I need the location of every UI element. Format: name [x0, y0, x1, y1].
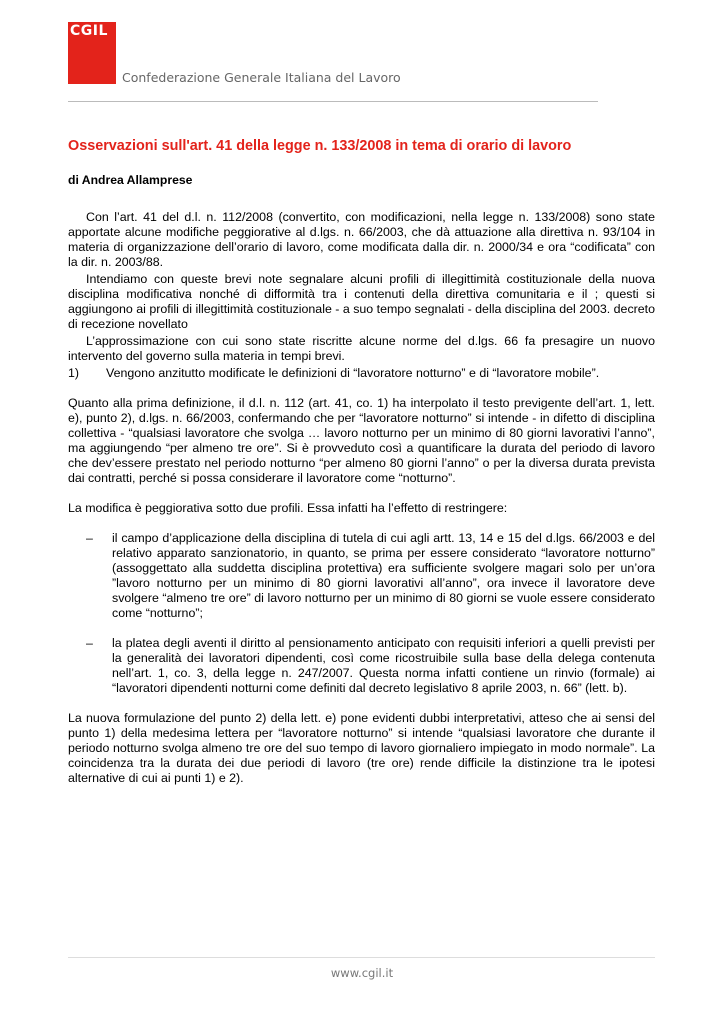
bullet-dash: – [86, 531, 93, 545]
paragraph-6: La nuova formulazione del punto 2) della lett. e) pone evidenti dubbi interpretativi, atteso che ai sensi del punto 1) della medesima lettera per “lavoratore notturno” si intende “qualsiasi lavoratore che durante il periodo notturno svolga almeno tre ore del suo tempo di lavoro giornaliero impiegato in modo normale”. La coincidenza tra la durata dei due periodi di lavoro (tre ore) rende difficile la distinzione tra le ipotesi alternative di cui ai punti 1) e 2). [68, 711, 655, 785]
item-text: Vengono anzitutto modificate le definizioni di “lavoratore notturno” e di “lavoratore mobile”. [106, 366, 600, 380]
cgil-logo [68, 22, 116, 84]
paragraph-1: Con l’art. 41 del d.l. n. 112/2008 (convertito, con modificazioni, nella legge n. 133/2008) sono state apportate alcune modifiche peggiorative al d.lgs. n. 66/2003, che dà attuazione alla direttiva n. 93/104 in materia di organizzazione dell’orario di lavoro, come modificata dalla dir. n. 2000/34 e ora “codificata” con la dir. n. 2003/88. [68, 210, 655, 269]
confederation-name: Confederazione Generale Italiana del Lavoro [122, 70, 401, 85]
document-body [68, 210, 655, 786]
bullet-dash: – [86, 636, 93, 650]
document-author: di Andrea Allamprese [68, 173, 193, 187]
bullet-text: la platea degli aventi il diritto al pensionamento anticipato con requisiti inferiori a quelli previsti per la generalità dei lavoratori dipendenti, così come ricostruibile sulla base della delega contenuta nell’art. 1, co. 3, della legge n. 247/2007. Questa norma infatti contiene un rinvio (formale) ai “lavoratori dipendenti notturni come definiti dal decreto legislativo 8 aprile 2003, n. 66” (lett. b). [112, 636, 655, 695]
logo-text: CGIL [70, 23, 108, 39]
bullet-item-2 [68, 636, 655, 696]
numbered-item-1 [68, 366, 655, 381]
document-title: Osservazioni sull'art. 41 della legge n. 133/2008 in tema di orario di lavoro [68, 138, 572, 154]
header-divider [68, 101, 598, 102]
paragraph-2: Intendiamo con queste brevi note segnalare alcuni profili di illegittimità costituzionale della nuova disciplina modificativa nonché di difformità tra i contenuti della direttiva comunitaria e il ; questi si aggiungono ai profili di illegittimità costituzionale - a suo tempo segnalati - della disciplina del 2003. decreto di recezione novellato [68, 272, 655, 331]
bullet-text: il campo d’applicazione della disciplina di tutela di cui agli artt. 13, 14 e 15 del d.lgs. 66/2003 e del relativo apparato sanzionatorio, in quanto, se prima per essere considerato “lavoratore notturno” (assoggettato alla suddetta disciplina protettiva) era sufficiente svolgere magari solo per un’ora ”lavoro notturno per un minimo di 80 giorni lavorativi all’anno”, ora invece il lavoratore deve svolgere “almeno tre ore” di lavoro notturno per un minimo di 80 giorni se vuole essere considerato come “notturno”; [112, 531, 655, 620]
paragraph-5: La modifica è peggiorativa sotto due profili. Essa infatti ha l’effetto di restringere: [68, 501, 508, 515]
footer-website-link[interactable]: www.cgil.it [330, 966, 394, 980]
bullet-item-1 [68, 531, 655, 621]
footer-divider [68, 957, 655, 958]
paragraph-4: Quanto alla prima definizione, il d.l. n. 112 (art. 41, co. 1) ha interpolato il testo previgente dell’art. 1, lett. e), punto 2), d.lgs. n. 66/2003, confermando che per “lavoratore notturno” si intende - in difetto di disciplina collettiva - “qualsiasi lavoratore che svolga … lavoro notturno per un minimo di 80 giorni lavorativi l’anno”, ma aggiungendo “per almeno tre ore”. Si è provveduto così a quantificare la durata del periodo di lavoro che dev’essere prestato nel periodo notturno “per almeno 80 giorni l’anno” o per la diversa durata prevista dai contratti, perché si possa considerare il lavoratore come “notturno”. [68, 396, 655, 485]
item-number: 1) [68, 366, 80, 380]
paragraph-3: L’approssimazione con cui sono state riscritte alcune norme del d.lgs. 66 fa presagire un nuovo intervento del governo sulla materia in tempi brevi. [68, 334, 655, 363]
